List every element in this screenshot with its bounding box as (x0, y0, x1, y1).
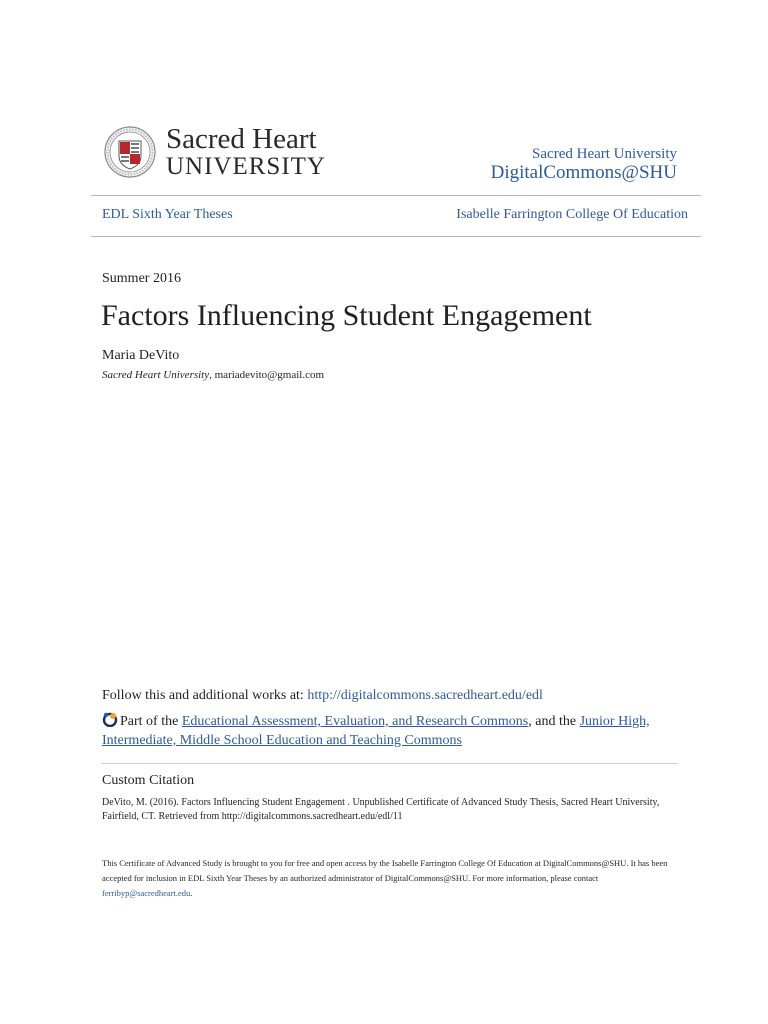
and-the-text: , and the (528, 714, 580, 729)
divider-citation (101, 763, 678, 764)
part-of-line (102, 711, 682, 750)
author-affiliation (102, 369, 324, 381)
footer-end: . (190, 888, 193, 898)
college-link[interactable]: Isabelle Farrington College Of Education (456, 207, 688, 222)
footer-text: This Certificate of Advanced Study is brought to you for free and open access by the Isabelle Farrington College Of Education at DigitalCommons@SHU. It has been accepted for inclusion in EDL Sixth Year Theses by an authorized administrator of DigitalCommons@SHU. For more information, please contact (102, 858, 668, 883)
commons-link-assessment[interactable]: Educational Assessment, Evaluation, and Research Commons (181, 714, 529, 729)
divider-top (91, 195, 701, 196)
logo-text-sacred-heart: Sacred Heart (166, 123, 317, 155)
publication-date: Summer 2016 (102, 271, 181, 286)
follow-line (102, 688, 543, 704)
citation-text: DeVito, M. (2016). Factors Influencing Student Engagement . Unpublished Certificate of Advanced Study Thesis, Sacred Heart University, Fairfield, CT. Retrieved from http://digitalcommons.sacredheart.edu/edl/11 (102, 797, 660, 822)
commons-network-icon (102, 711, 118, 727)
footer-notice (102, 856, 672, 901)
series-link[interactable]: EDL Sixth Year Theses (102, 207, 233, 222)
follow-url-link[interactable]: http://digitalcommons.sacredheart.edu/edl (307, 688, 543, 703)
affiliation-email: , mariadevito@gmail.com (209, 369, 325, 381)
follow-prefix: Follow this and additional works at: (102, 688, 308, 703)
repository-institution[interactable]: Sacred Heart University (532, 146, 677, 162)
contact-email-link[interactable]: ferribyp@sacredheart.edu (102, 888, 191, 898)
part-of-prefix: Part of the (120, 714, 182, 729)
logo-text-university: UNIVERSITY (166, 153, 326, 180)
university-seal-logo (104, 126, 156, 178)
divider-nav (91, 236, 701, 237)
paper-title: Factors Influencing Student Engagement (101, 299, 592, 332)
affiliation-institution: Sacred Heart University (102, 369, 210, 381)
commons-link-middle-school[interactable]: Junior High, Intermediate, Middle School Education and Teaching Commons (102, 714, 650, 748)
repository-name[interactable]: DigitalCommons@SHU (490, 162, 677, 183)
citation-heading: Custom Citation (102, 773, 195, 788)
author-name: Maria DeVito (102, 348, 180, 363)
